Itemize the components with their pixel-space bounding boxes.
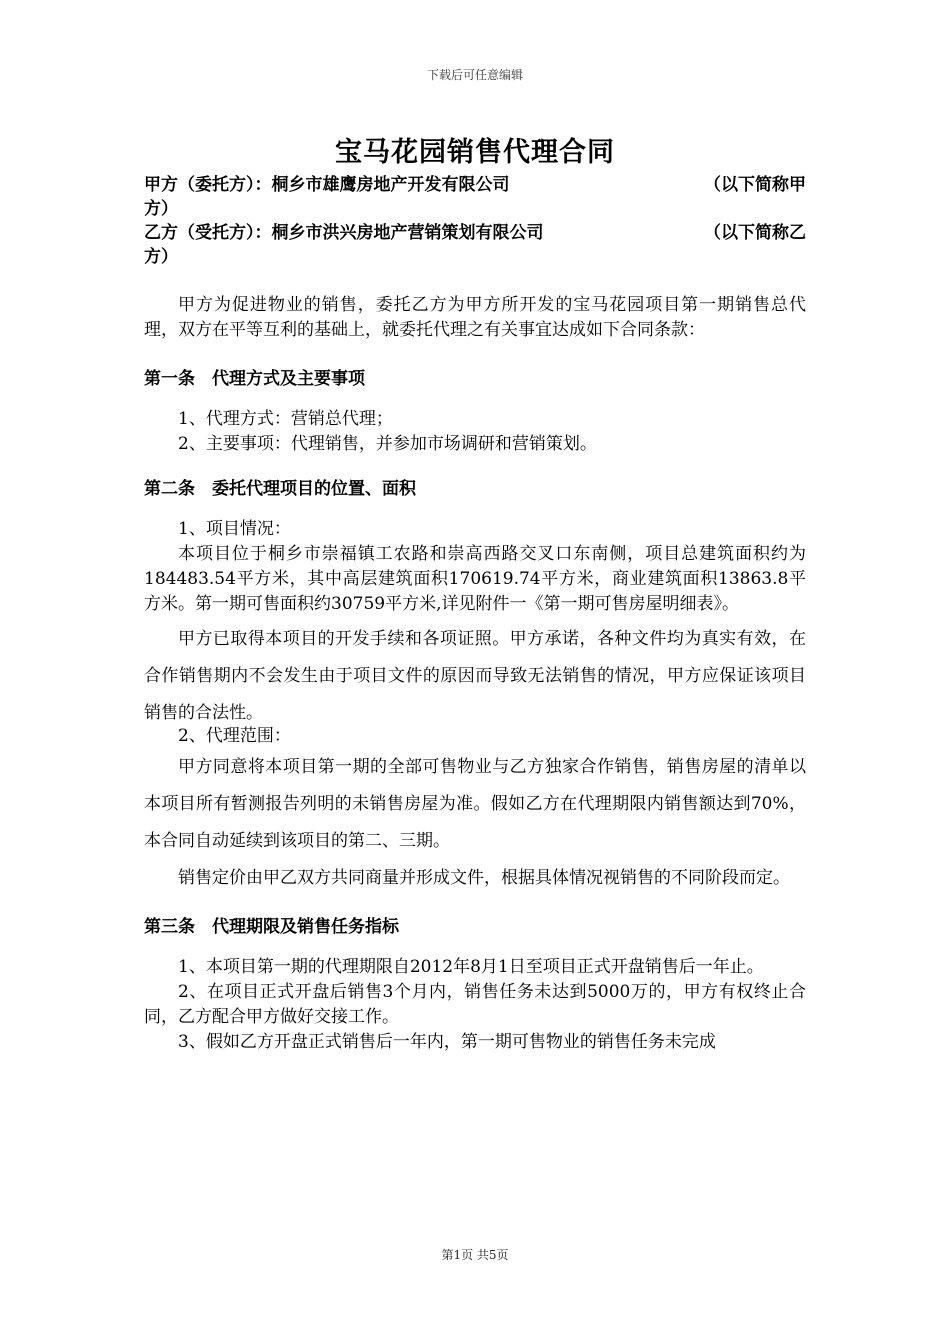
document-title: 宝马花园销售代理合同	[335, 137, 615, 168]
party-a-alias-end: 方）	[144, 199, 178, 219]
party-a-alias: （以下简称甲	[704, 175, 806, 195]
article-1-heading: 第一条 代理方式及主要事项	[144, 369, 365, 389]
article-2-paragraph: 销售定价由甲乙双方共同商量并形成文件，根据具体情况视销售的不同阶段而定。	[178, 868, 790, 888]
party-a	[144, 173, 806, 221]
party-b-alias-end: 方）	[144, 247, 178, 267]
article-3-paragraph: 2、在项目正式开盘后销售3个月内，销售任务未达到5000万的，甲方有权终止合同，乙方配合甲方做好交接工作。	[144, 982, 806, 1027]
article-1-item: 1、代理方式：营销总代理；	[178, 409, 393, 429]
article-2-item-1: 1、项目情况：	[178, 519, 291, 539]
document-body	[144, 173, 806, 1055]
article-2-paragraph: 本项目位于桐乡市崇福镇工农路和崇高西路交叉口东南侧，项目总建筑面积约为184483.54平方米，其中高层建筑面积170619.74平方米，商业建筑面积13863.8平方米。第一期可售面积约30759平方米,详见附件一《第一期可售房屋明细表》。	[144, 544, 806, 614]
article-1-item: 2、主要事项：代理销售，并参加市场调研和营销策划。	[178, 434, 597, 454]
party-b	[144, 221, 806, 269]
party-a-line: 甲方（委托方）：桐乡市雄鹰房地产开发有限公司	[144, 175, 510, 195]
article-2-paragraph: 甲方同意将本项目第一期的全部可售物业与乙方独家合作销售，销售房屋的清单以本项目所有暂测报告列明的未销售房屋为准。假如乙方在代理期限内销售额达到70%，本合同自动延续到该项目的第二、三期。	[144, 757, 806, 851]
page-number: 第1页 共5页	[441, 1248, 509, 1262]
article-3-paragraph: 3、假如乙方开盘正式销售后一年内，第一期可售物业的销售任务未完成	[178, 1032, 716, 1052]
article-2-item-2: 2、代理范围：	[178, 726, 291, 746]
article-3-heading: 第三条 代理期限及销售任务指标	[144, 917, 399, 937]
article-3-paragraph: 1、本项目第一期的代理期限自2012年8月1日至项目正式开盘销售后一年止。	[178, 957, 764, 977]
article-2-heading: 第二条 委托代理项目的位置、面积	[144, 479, 416, 499]
article-2-paragraph: 甲方已取得本项目的开发手续和各项证照。甲方承诺，各种文件均为真实有效，在合作销售期内不会发生由于项目文件的原因而导致无法销售的情况，甲方应保证该项目销售的合法性。	[144, 629, 806, 723]
party-b-alias: （以下简称乙	[704, 223, 806, 243]
intro-paragraph: 甲方为促进物业的销售，委托乙方为甲方所开发的宝马花园项目第一期销售总代理，双方在平等互利的基础上，就委托代理之有关事宜达成如下合同条款：	[144, 295, 806, 340]
header-note: 下载后可任意编辑	[426, 68, 523, 82]
party-b-line: 乙方（受托方）：桐乡市洪兴房地产营销策划有限公司	[144, 223, 544, 243]
